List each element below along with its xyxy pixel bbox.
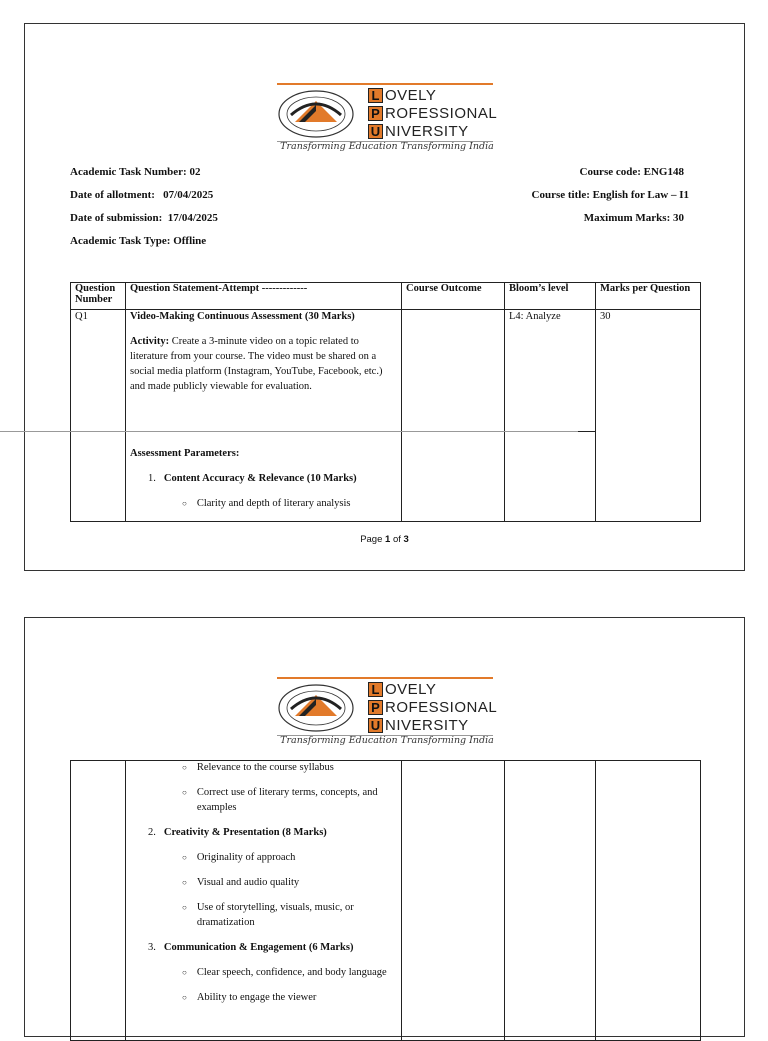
header-question-statement: Question Statement-Attempt -------------: [126, 283, 402, 310]
page-label-of: of: [390, 534, 404, 545]
list-item: [182, 785, 397, 815]
blooms-level-cell: L4: Analyze: [505, 310, 596, 432]
logo-letter-u: U: [368, 124, 383, 139]
page-number: [25, 534, 744, 545]
question-title: Video-Making Continuous Assessment (30 Marks): [130, 311, 355, 322]
circle-bullet-icon: ○: [182, 993, 187, 1002]
logo-wordmark: [368, 681, 497, 735]
course-title: Course title: English for Law – I1: [531, 189, 689, 201]
logo-top-rule: [277, 83, 493, 85]
list-item: [182, 850, 397, 865]
logo-letter-p: P: [368, 106, 383, 121]
document-page-2: [24, 617, 745, 1037]
list-item-text: Creativity & Presentation (8 Marks): [163, 827, 327, 838]
list-item-text: Relevance to the course syllabus: [196, 762, 334, 773]
allotment-value: 07/04/2025: [163, 189, 214, 201]
list-item-text: Communication & Engagement (6 Marks): [163, 942, 354, 953]
list-item: [182, 875, 397, 890]
course-outcome-cell: [402, 310, 505, 432]
date-of-allotment: [70, 189, 213, 201]
list-item-text: Visual and audio quality: [196, 877, 300, 888]
list-number: 3.: [148, 942, 156, 953]
document-page-1: [24, 23, 745, 571]
circle-bullet-icon: ○: [182, 499, 187, 508]
logo-wordmark: [368, 87, 497, 141]
task-number: Academic Task Number: 02: [70, 166, 201, 178]
question-number-cell: [71, 761, 126, 1041]
page-label: Page: [360, 534, 386, 545]
list-item-text: Use of storytelling, visuals, music, or dramatization: [196, 902, 354, 928]
list-item-text: Clarity and depth of literary analysis: [196, 498, 351, 509]
logo-word-rofessional: ROFESSIONAL: [385, 699, 498, 716]
list-item: [182, 496, 397, 511]
list-item-text: Ability to engage the viewer: [196, 992, 317, 1003]
list-item-text: Originality of approach: [196, 852, 296, 863]
logo-top-rule: [277, 677, 493, 679]
allotment-label: Date of allotment:: [70, 189, 155, 201]
question-statement-cell: [126, 761, 402, 1041]
list-item: [182, 900, 397, 930]
blooms-level-cell: [505, 761, 596, 1041]
question-table: [70, 282, 701, 522]
assessment-parameters-label: Assessment Parameters:: [130, 448, 240, 459]
university-seal-icon: [277, 89, 355, 139]
divider: [0, 431, 578, 432]
logo-letter-u: U: [368, 718, 383, 733]
circle-bullet-icon: ○: [182, 878, 187, 887]
table-row: [71, 310, 701, 432]
submission-label: Date of submission:: [70, 212, 163, 224]
activity-label: Activity:: [130, 336, 170, 347]
logo-word-niversity: NIVERSITY: [385, 717, 469, 734]
logo-letter-l: L: [368, 88, 383, 103]
circle-bullet-icon: ○: [182, 853, 187, 862]
university-logo: [277, 83, 497, 153]
logo-letter-l: L: [368, 682, 383, 697]
circle-bullet-icon: ○: [182, 903, 187, 912]
university-logo: [277, 677, 497, 747]
course-outcome-cell: [402, 432, 505, 522]
circle-bullet-icon: ○: [182, 968, 187, 977]
page-total: 3: [403, 534, 409, 545]
question-table-continued: [70, 760, 701, 1041]
list-item: [148, 471, 397, 486]
table-header-row: [71, 283, 701, 310]
list-item: [182, 990, 397, 1005]
logo-tagline: Transforming Education Transforming India: [280, 141, 494, 152]
course-code: Course code: ENG148: [579, 166, 684, 178]
course-outcome-cell: [402, 761, 505, 1041]
list-item: [148, 940, 397, 955]
header-marks: Marks per Question: [596, 283, 701, 310]
list-number: 1.: [148, 473, 156, 484]
marks-cell: [596, 761, 701, 1041]
list-item-text: Content Accuracy & Relevance (10 Marks): [163, 473, 357, 484]
date-of-submission: [70, 212, 218, 224]
list-item: [148, 825, 397, 840]
logo-tagline: Transforming Education Transforming India: [280, 735, 494, 746]
activity-text: Create a 3-minute video on a topic related to literature from your course. The video must be shared on a social media platform (Instagram, YouTube, Facebook, etc.) and made publicly viewable for evaluation.: [130, 336, 383, 392]
list-number: 2.: [148, 827, 156, 838]
header-blooms-level: Bloom’s level: [505, 283, 596, 310]
page-current: 1: [385, 534, 391, 545]
table-row: [71, 761, 701, 1041]
circle-bullet-icon: ○: [182, 763, 187, 772]
header-question-number: Question Number: [71, 283, 126, 310]
university-seal-icon: [277, 683, 355, 733]
list-item-text: Clear speech, confidence, and body language: [196, 967, 387, 978]
question-statement-cell: [126, 310, 402, 432]
blooms-level-cell: [505, 432, 596, 522]
maximum-marks: Maximum Marks: 30: [583, 212, 684, 224]
logo-letter-p: P: [368, 700, 383, 715]
circle-bullet-icon: ○: [182, 788, 187, 797]
question-number-cell: Q1: [71, 310, 126, 522]
submission-value: 17/04/2025: [167, 212, 218, 224]
logo-word-ovely: OVELY: [385, 87, 437, 104]
list-item: [182, 965, 397, 980]
assessment-parameters-cell: [126, 432, 402, 522]
logo-word-ovely: OVELY: [385, 681, 437, 698]
list-item: [182, 760, 397, 775]
logo-word-niversity: NIVERSITY: [385, 123, 469, 140]
task-type: Academic Task Type: Offline: [70, 235, 207, 247]
activity-paragraph: [130, 334, 397, 394]
marks-cell: 30: [596, 310, 701, 522]
logo-word-rofessional: ROFESSIONAL: [385, 105, 498, 122]
list-item-text: Correct use of literary terms, concepts, and examples: [196, 787, 378, 813]
header-course-outcome: Course Outcome: [402, 283, 505, 310]
